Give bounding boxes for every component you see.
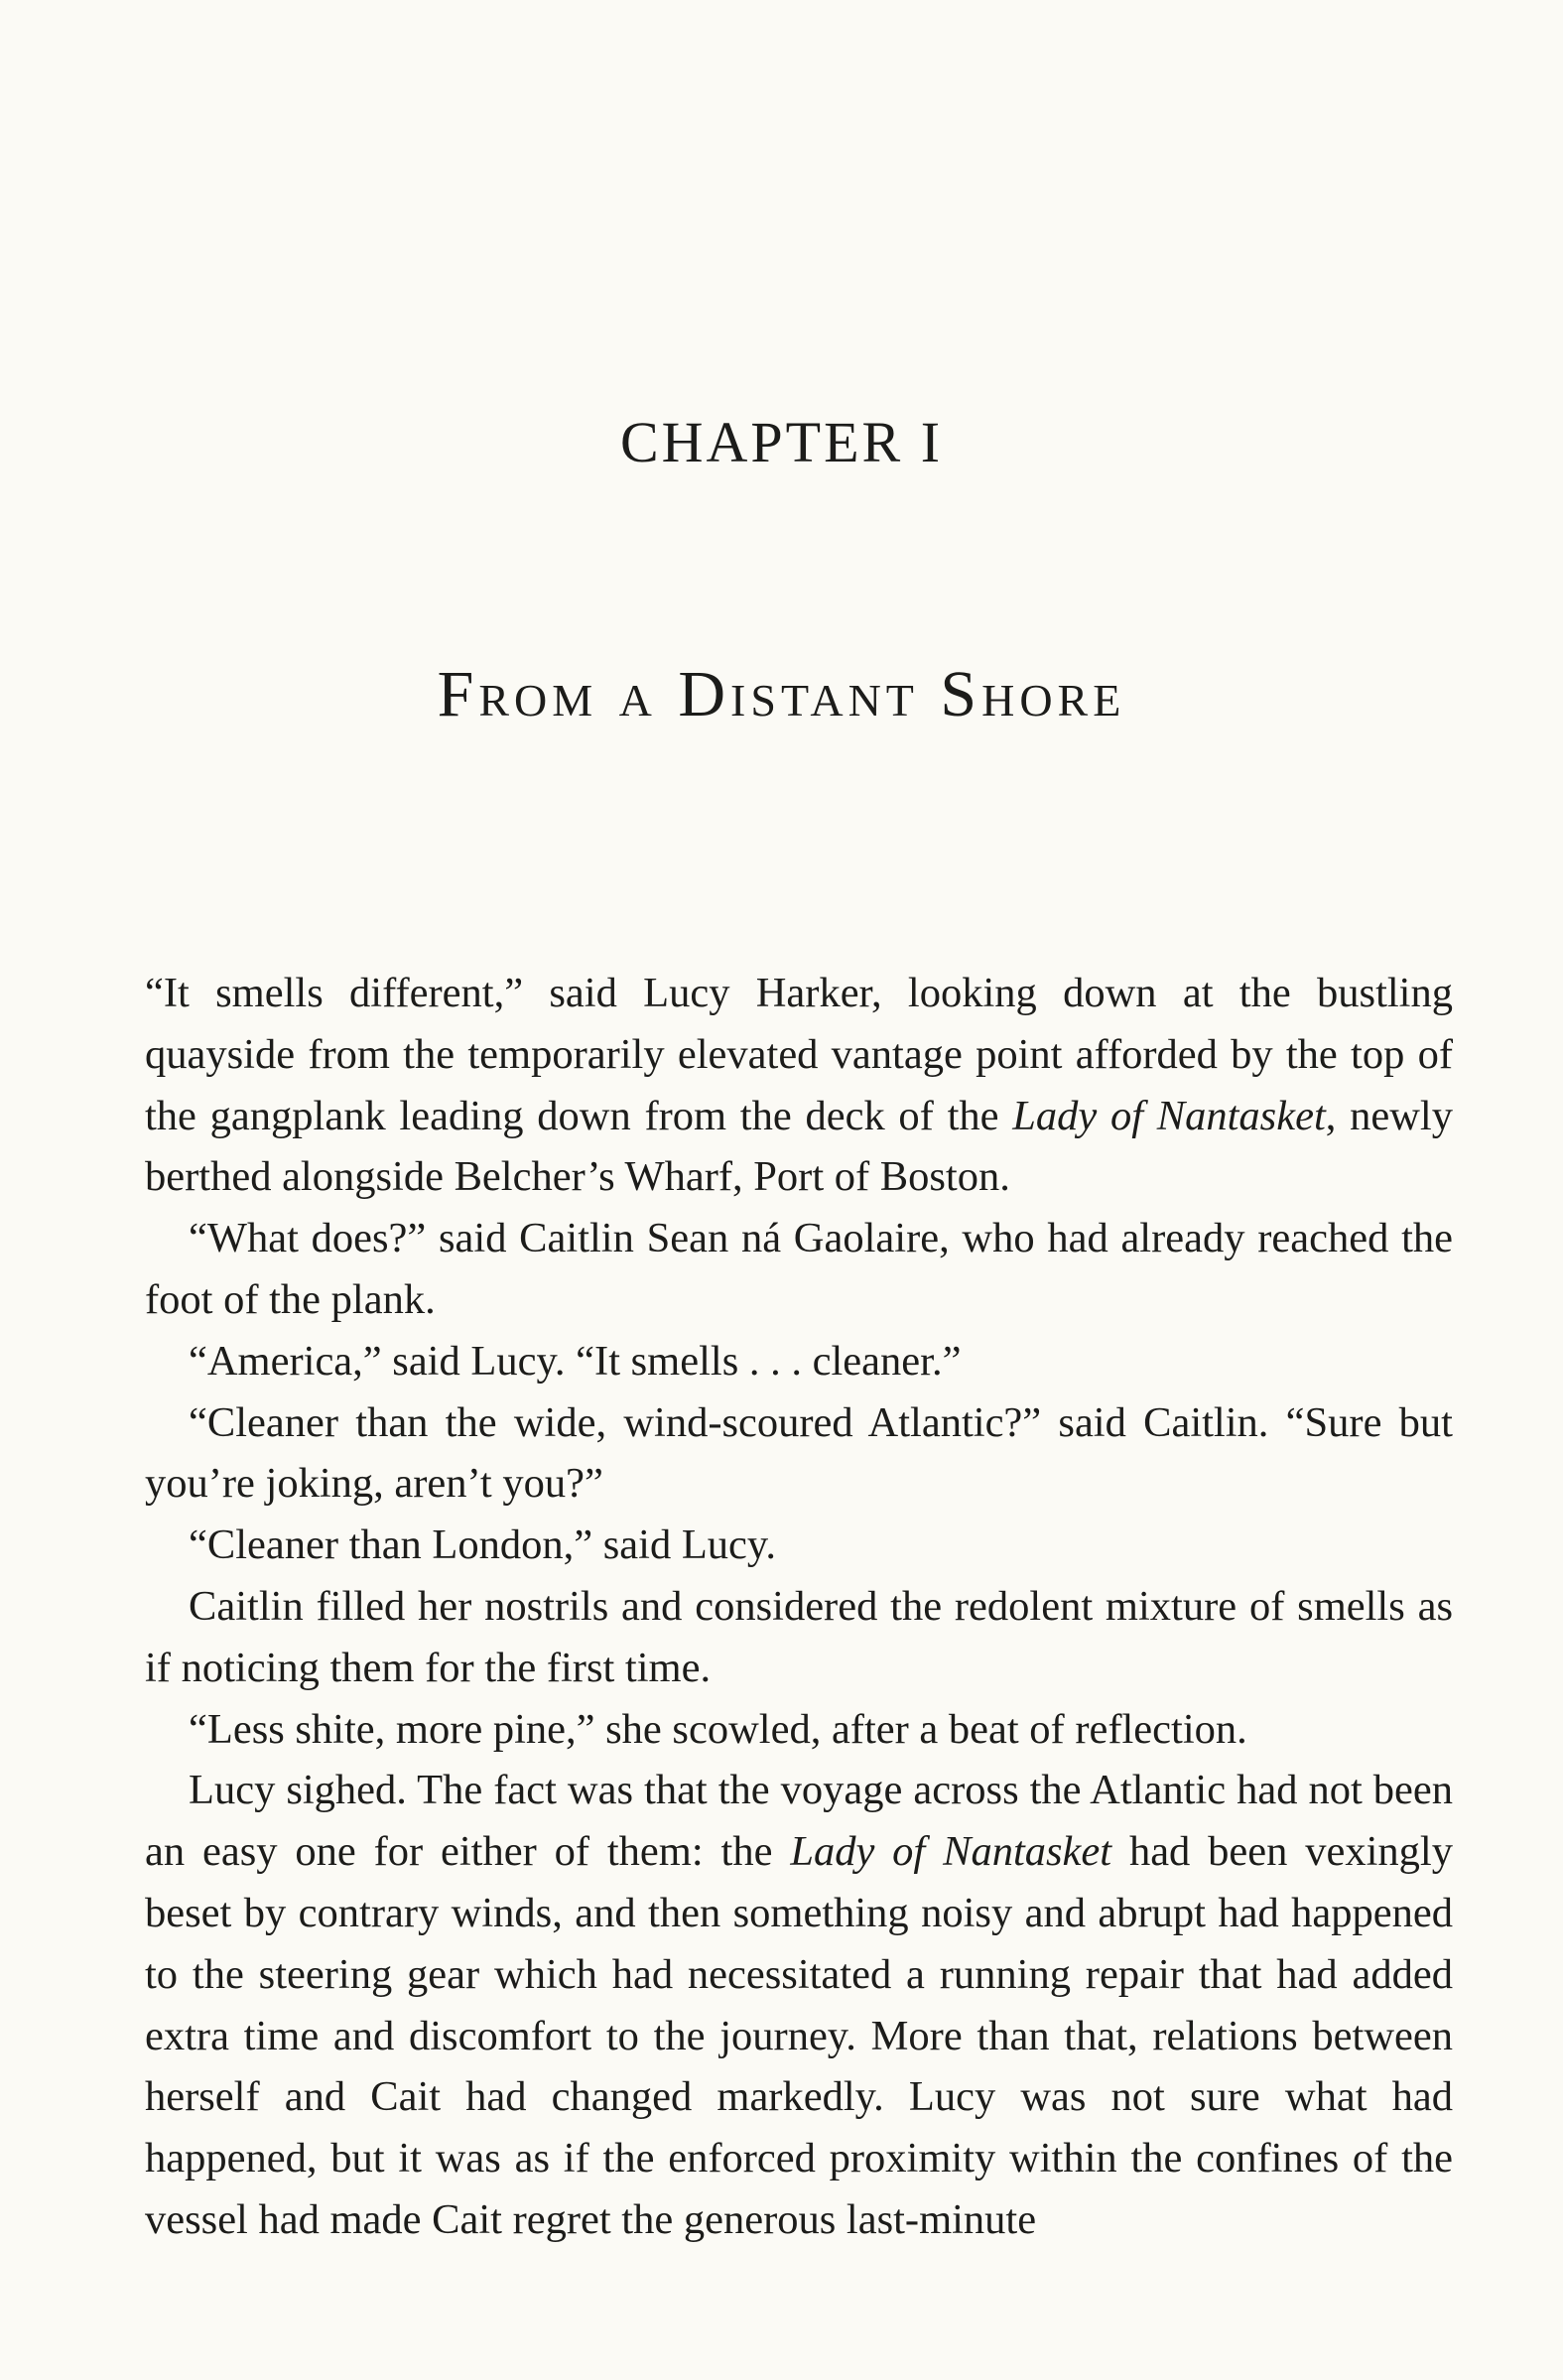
paragraph: [145, 1576, 1453, 1699]
paragraph: [145, 1760, 1453, 2250]
text-segment: “What does?” said Caitlin Sean ná Gaolaire, who had already reached the foot of the plank.: [145, 1215, 1453, 1323]
text-segment: Caitlin filled her nostrils and considered the redolent mixture of smells as if noticing them for the first time.: [145, 1582, 1453, 1691]
paragraph: [145, 1515, 1453, 1576]
text-segment: , newly berthed alongside Belcher’s Wharf, Port of Boston.: [145, 1092, 1453, 1201]
text-segment: “Cleaner than the wide, wind-scoured Atlantic?” said Caitlin. “Sure but you’re joking, aren’t you?”: [145, 1398, 1453, 1508]
text-segment: “America,” said Lucy. “It smells . . . cleaner.”: [189, 1337, 962, 1385]
text-segment: had been vexingly beset by contrary winds, and then something noisy and abrupt had happened to the steering gear which had necessitated a running repair that had added extra time and discomfort to the journey. More than that, relations between herself and Cait had changed markedly. Lucy was not sure what had happened, but it was as if the enforced proximity within the confines of the vessel had made Cait regret the generous last-minute: [145, 1828, 1453, 2243]
paragraph: [145, 1331, 1453, 1392]
body-text: [145, 963, 1453, 2251]
ship-name: Lady of Nantasket: [790, 1828, 1112, 1876]
paragraph: [145, 1699, 1453, 1761]
paragraph: [145, 1208, 1453, 1331]
text-segment: “Less shite, more pine,” she scowled, after a beat of reflection.: [189, 1705, 1247, 1753]
chapter-title: From a Distant Shore: [437, 658, 1126, 730]
paragraph: [145, 963, 1453, 1208]
text-segment: Lucy sighed. The fact was that the voyage across the Atlantic had not been an easy one for either of them: the: [145, 1767, 1453, 1876]
text-segment: “It smells different,” said Lucy Harker, looking down at the bustling quayside from the temporarily elevated vantage point afforded by the top of the gangplank leading down from the deck of the: [145, 970, 1453, 1139]
chapter-number: CHAPTER I: [619, 410, 944, 474]
paragraph: [145, 1392, 1453, 1516]
ship-name: Lady of Nantasket: [1012, 1092, 1326, 1139]
text-segment: “Cleaner than London,” said Lucy.: [189, 1521, 777, 1569]
